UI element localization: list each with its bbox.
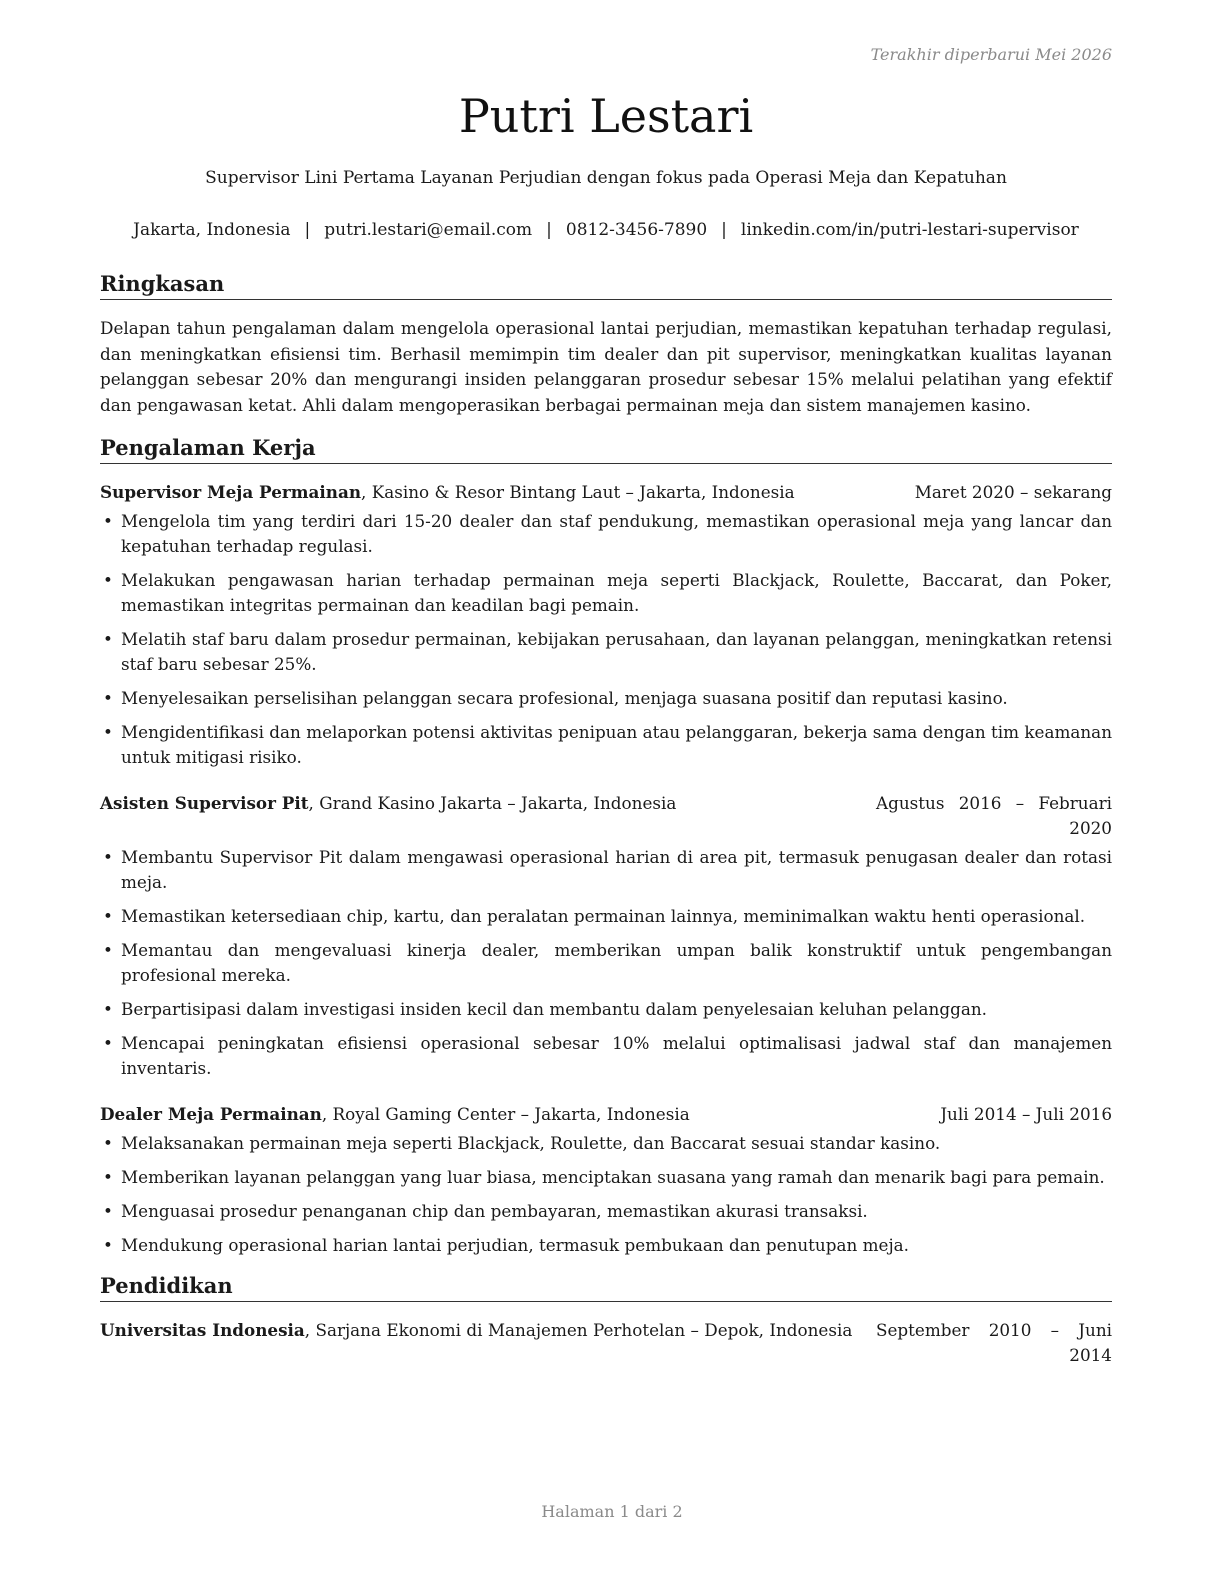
contact-separator: | (721, 220, 727, 240)
job-organization: , Kasino & Resor Bintang Laut – Jakarta, Indonesia (361, 482, 795, 502)
job-title: Asisten Supervisor Pit (100, 793, 309, 813)
bullet-text: Melakukan pengawasan harian terhadap permainan meja seperti Blackjack, Roulette, Baccarat, dan Poker, memastikan integritas permainan dan keadilan bagi pemain. (121, 570, 1112, 615)
bullet-text: Mengelola tim yang terdiri dari 15-20 dealer dan staf pendukung, memastikan operasional meja yang lancar dan kepatuhan terhadap regulasi. (121, 511, 1112, 556)
list-item (100, 938, 1112, 988)
bullet-marker: • (103, 906, 113, 926)
job-dates: Maret 2020 – sekarang (914, 482, 1112, 502)
bullet-text: Mencapai peningkatan efisiensi operasional sebesar 10% melalui optimalisasi jadwal staf dan manajemen inventaris. (121, 1033, 1112, 1078)
list-item (100, 904, 1112, 929)
bullet-marker: • (103, 570, 113, 590)
contact-line (100, 218, 1112, 242)
bullet-text: Membantu Supervisor Pit dalam mengawasi operasional harian di area pit, termasuk penugasan dealer dan rotasi meja. (121, 847, 1112, 892)
job-bullets (100, 845, 1112, 1081)
bullet-marker: • (103, 1201, 113, 1221)
list-item (100, 720, 1112, 770)
job-dates: Juli 2014 – Juli 2016 (940, 1104, 1112, 1124)
headline: Supervisor Lini Pertama Layanan Perjudian dengan fokus pada Operasi Meja dan Kepatuhan (205, 168, 1007, 188)
list-item (100, 1233, 1112, 1258)
list-item (100, 686, 1112, 711)
experience-heading: Pengalaman Kerja (100, 434, 1112, 464)
contact-separator: | (304, 220, 311, 240)
job-organization: , Royal Gaming Center – Jakarta, Indonesia (321, 1104, 690, 1124)
page-number: Halaman 1 dari 2 (541, 1502, 683, 1521)
job-header (100, 791, 1112, 841)
school-name: Universitas Indonesia (100, 1320, 305, 1340)
bullet-text: Mengidentifikasi dan melaporkan potensi aktivitas penipuan atau pelanggaran, bekerja sama dengan tim keamanan untuk mitigasi risiko. (121, 722, 1112, 767)
job-title: Dealer Meja Permainan (100, 1104, 322, 1124)
bullet-marker: • (103, 940, 113, 960)
list-item (100, 509, 1112, 559)
contact-email[interactable]: putri.lestari@email.com (324, 220, 533, 240)
contact-linkedin[interactable]: linkedin.com/in/putri-lestari-supervisor (740, 220, 1079, 240)
bullet-text: Memastikan ketersediaan chip, kartu, dan peralatan permainan lainnya, meminimalkan waktu henti operasional. (121, 906, 1086, 926)
bullet-marker: • (103, 847, 113, 867)
bullet-text: Melatih staf baru dalam prosedur permainan, kebijakan perusahaan, dan layanan pelanggan, meningkatkan retensi staf baru sebesar 25%. (121, 629, 1112, 674)
bullet-text: Berpartisipasi dalam investigasi insiden kecil dan membantu dalam penyelesaian keluhan pelanggan. (121, 999, 987, 1019)
job-header (100, 1102, 1112, 1127)
bullet-text: Memberikan layanan pelanggan yang luar biasa, menciptakan suasana yang ramah dan menarik bagi para pemain. (121, 1167, 1105, 1187)
bullet-text: Menyelesaikan perselisihan pelanggan secara profesional, menjaga suasana positif dan reputasi kasino. (121, 688, 1008, 708)
job-bullets (100, 509, 1112, 770)
bullet-marker: • (103, 1033, 113, 1053)
bullet-marker: • (103, 999, 113, 1019)
list-item (100, 1199, 1112, 1224)
education-dates: September 2010 – Juni 2014 (876, 1320, 1112, 1365)
job-bullets (100, 1131, 1112, 1258)
job-entry (100, 1102, 1112, 1258)
degree: , Sarjana Ekonomi di Manajemen Perhotelan – Depok, Indonesia (304, 1320, 853, 1340)
list-item (100, 997, 1112, 1022)
contact-phone: 0812-3456-7890 (565, 220, 708, 240)
contact-separator: | (546, 220, 552, 240)
job-entry (100, 480, 1112, 770)
candidate-name: Putri Lestari (458, 89, 754, 143)
bullet-marker: • (103, 722, 113, 742)
bullet-marker: • (103, 1167, 113, 1187)
bullet-text: Menguasai prosedur penanganan chip dan pembayaran, memastikan akurasi transaksi. (121, 1201, 868, 1221)
job-header (100, 480, 1112, 505)
bullet-marker: • (103, 1235, 113, 1255)
summary-text: Delapan tahun pengalaman dalam mengelola operasional lantai perjudian, memastikan kepatuhan terhadap regulasi, dan meningkatkan efisiensi tim. Berhasil memimpin tim dealer dan pit supervisor, meningkatkan kualitas layanan pelanggan sebesar 20% dan mengurangi insiden pelanggaran prosedur sebesar 15% melalui pelatihan yang efektif dan pengawasan ketat. Ahli dalam mengoperasikan berbagai permainan meja dan sistem manajemen kasino. (100, 318, 1112, 415)
bullet-marker: • (103, 1133, 113, 1153)
job-dates: Agustus 2016 – Februari 2020 (876, 793, 1112, 838)
bullet-text: Memantau dan mengevaluasi kinerja dealer, memberikan umpan balik konstruktif untuk pengembangan profesional mereka. (121, 940, 1112, 985)
bullet-marker: • (103, 511, 113, 531)
list-item (100, 1131, 1112, 1156)
resume-content (100, 84, 1112, 1368)
job-organization: , Grand Kasino Jakarta – Jakarta, Indonesia (308, 793, 677, 813)
education-heading: Pendidikan (100, 1272, 1112, 1302)
job-entry (100, 791, 1112, 1081)
list-item (100, 845, 1112, 895)
list-item (100, 1165, 1112, 1190)
list-item (100, 568, 1112, 618)
bullet-text: Mendukung operasional harian lantai perjudian, termasuk pembukaan dan penutupan meja. (121, 1235, 910, 1255)
job-title: Supervisor Meja Permainan (100, 482, 362, 502)
summary-heading: Ringkasan (100, 270, 1112, 300)
contact-location: Jakarta, Indonesia (133, 220, 291, 240)
bullet-marker: • (103, 629, 113, 649)
list-item (100, 627, 1112, 677)
bullet-text: Melaksanakan permainan meja seperti Blackjack, Roulette, dan Baccarat sesuai standar kasino. (121, 1133, 941, 1153)
last-updated-note: Terakhir diperbarui Mei 2026 (870, 45, 1112, 64)
bullet-marker: • (103, 688, 113, 708)
list-item (100, 1031, 1112, 1081)
education-entry (100, 1318, 1112, 1368)
